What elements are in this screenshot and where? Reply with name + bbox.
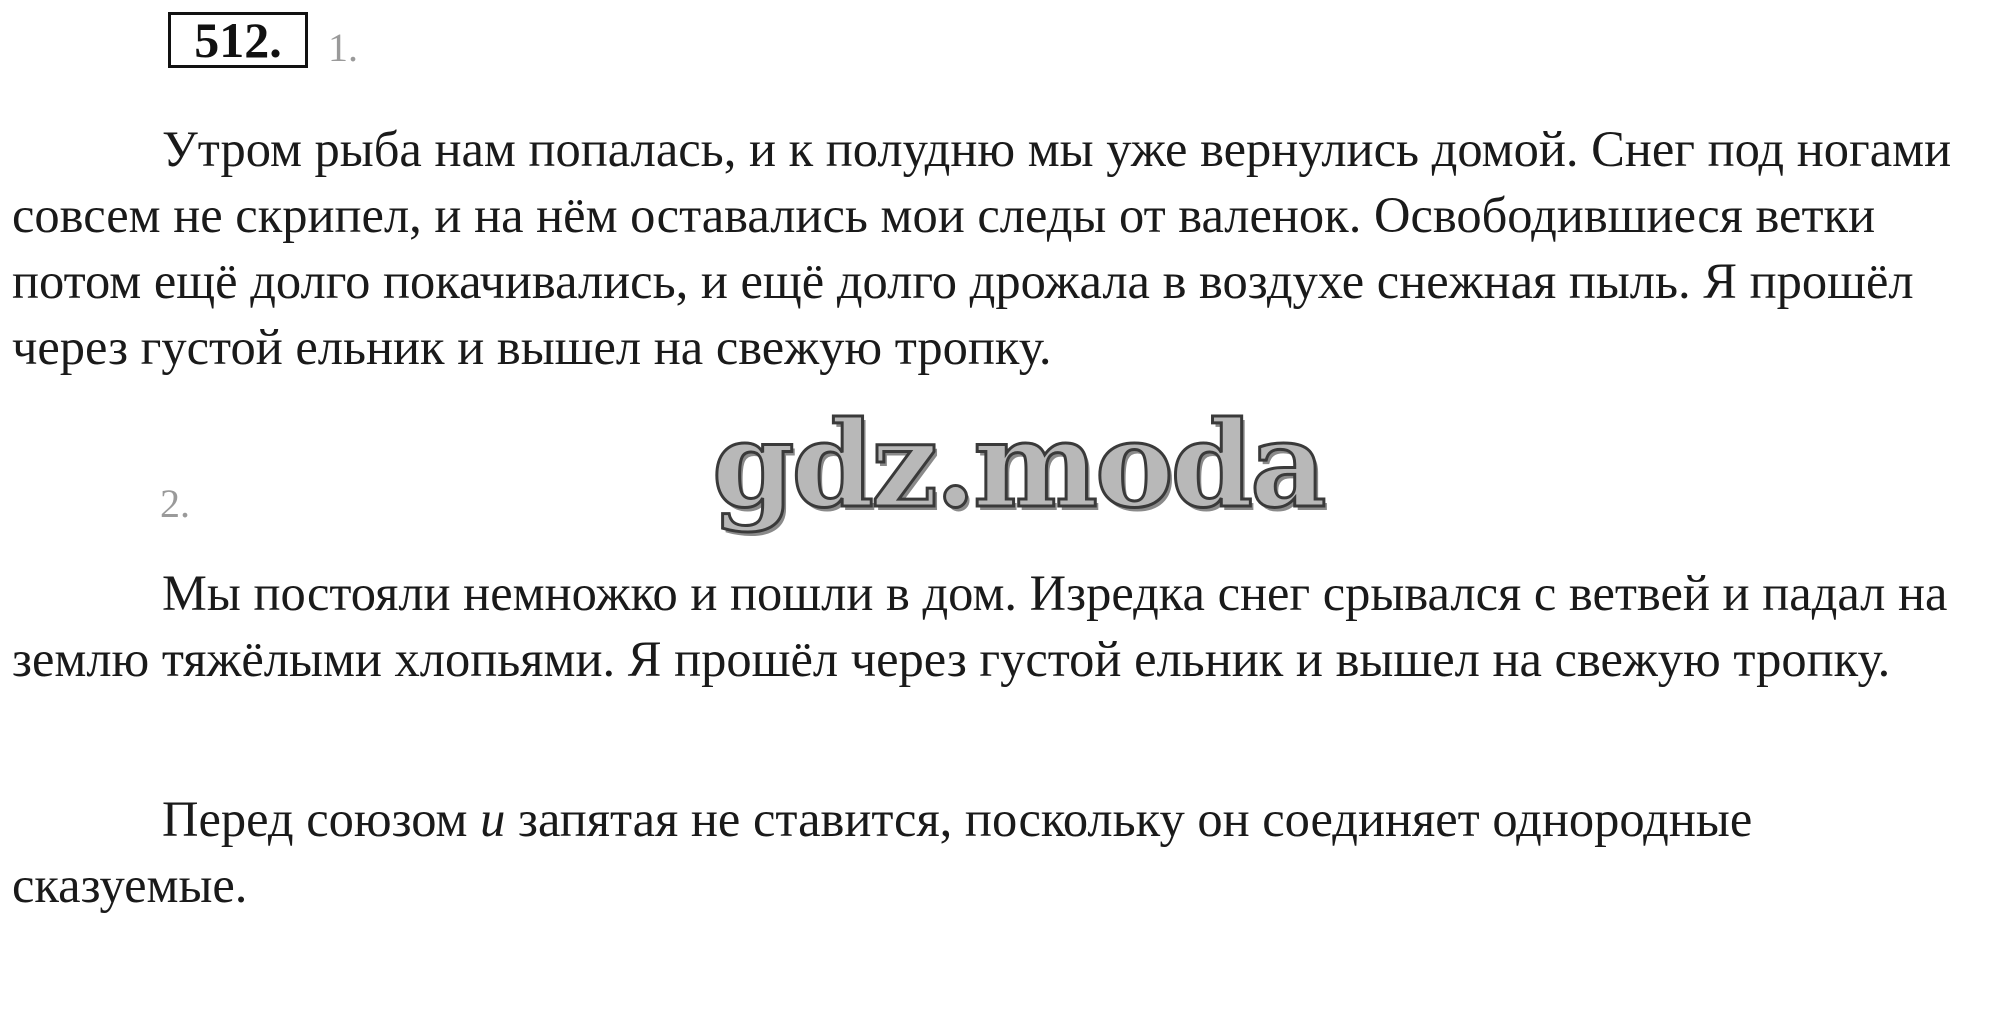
exercise-number-box: 512. [168, 12, 308, 68]
watermark-logo: gdz.moda [712, 395, 1324, 534]
part-2-label: 2. [160, 481, 190, 526]
explanation-conjunction: и [480, 791, 506, 847]
explanation-text-after: запятая не ставится, поскольку он соединяет однородные сказуемые. [12, 791, 1753, 913]
explanation-text-before: Перед союзом [162, 791, 481, 847]
part-1-label: 1. [328, 25, 358, 70]
part-1-paragraph: Утром рыба нам попалась, и к полудню мы уже вернулись домой. Снег под ногами совсем не скрипел, и на нём оставались мои следы от валенок. Освободившиеся ветки потом ещё долго покачивались, и ещё долго дрожала в воздухе снежная пыль. Я прошёл через густой ельник и вышел на свежую тропку. [12, 121, 1952, 375]
part-2-paragraph: Мы постояли немножко и пошли в дом. Изредка снег срывался с ветвей и падал на землю тяжёлыми хлопьями. Я прошёл через густой ельник и вышел на свежую тропку. [12, 565, 1948, 687]
explanation-paragraph [12, 786, 1972, 918]
